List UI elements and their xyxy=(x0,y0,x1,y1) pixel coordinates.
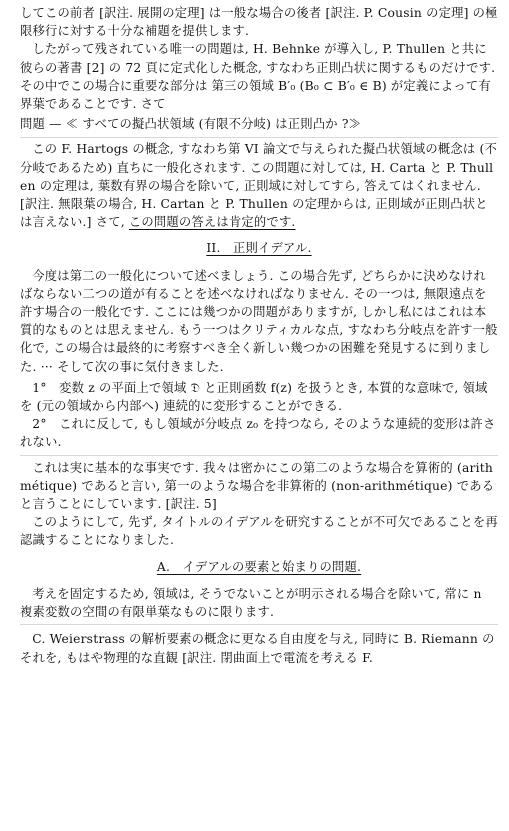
section-heading-a: A. イデアルの要素と始まりの問題. xyxy=(156,559,362,574)
list-item-1: 1° 変数 z の平面上で領域 𝔇 と正則函数 f(z) を扱うとき, 本質的な意味で, 領域を (元の領域から内部へ) 連続的に変形することができる. xyxy=(20,380,488,414)
document-page xyxy=(20,4,498,667)
paragraph-arithmetique: これは実に基本的な事実です. 我々は密かにこの第二のような場合を算術的 (arithmétique) であると言い, 第一のような場合を非算術的 (non-arithmétique) であると言うことにしています. [訳注. 5] xyxy=(20,460,495,512)
paragraph-behnke: したがって残されている唯一の問題は, H. Behnke が導入し, P. Thullen と共に彼らの著書 [2] の 72 頁に定式化した概念, すなわち正則凸状に関するものだけです. その中でこの場合に重要な部分は 第三の領域 B′₀ (B₀ ⊂ B′₀ ∈ B) が定義によって有界葉であることです. さて xyxy=(20,42,496,112)
paragraph-second-generalization: 今度は第二の一般化について述べましょう. この場合先ず, どちらかに決めなければならない二つの道が有ることを述べなければなりません. その一つは, 無限遠点を許す場合の一般化です. ここには幾つかの問題がありますが, しかし私にはこれは本質的なものとは思えません. もう一つはクリティカルな点, すなわち分岐点を許す一般化で, この場合は最終的に考察すべき全く新しい幾つかの困難を発見するに到りました. ··· そして次の事に気付きました. xyxy=(20,268,498,374)
paragraph-weierstrass: C. Weierstrass の解析要素の概念に更なる自由度を与え, 同時に B. Riemann のそれを, もはや物理的な直観 [訳注. 閉曲面上で電流を考える F. xyxy=(20,632,495,665)
paragraph-ideal-study: このようにして, 先ず, タイトルのイデアルを研究することが不可欠であることを再認識することになりました. xyxy=(20,515,498,548)
hartogs-text: この F. Hartogs の概念, すなわち第 VI 論文で与えられた擬凸状領域の概念は (不分岐であるため) 直ちに一般化されます. この問題に対しては, H. Carta と P. Thullen の定理は, 葉数有界の場合を除いて, 正則域に対してすら, 答えてはくれません. [訳注. 無限葉の場合, H. Cartan と P. Thullen の定理からは, 正則域が正則凸状とは言えない.] さて, xyxy=(20,142,498,230)
list-item-2: 2° これに反して, もし領域が分岐点 z₀ を持つなら, そのような連続的変形は許されない. xyxy=(20,415,498,455)
section-heading-ii: II. 正則イデアル. xyxy=(206,241,312,256)
answer-affirmative: この問題の答えは肯定的です. xyxy=(128,215,296,230)
paragraph-hartogs xyxy=(20,140,498,231)
paragraph-cousin: してこの前者 [訳注. 展開の定理] は一般な場合の後者 [訳注. P. Cousin の定理] の極限移行に対する十分な補題を提供します. xyxy=(20,6,498,39)
paragraph-domain-fixed: 考えを固定するため, 領域は, そうでないことが明示される場合を除いて, 常に n 複素変数の空間の有限単葉なものに限ります. xyxy=(20,585,498,625)
problem-statement: 問題 — ≪ すべての擬凸状領域 (有限不分岐) は正則凸か ?≫ xyxy=(20,115,498,138)
